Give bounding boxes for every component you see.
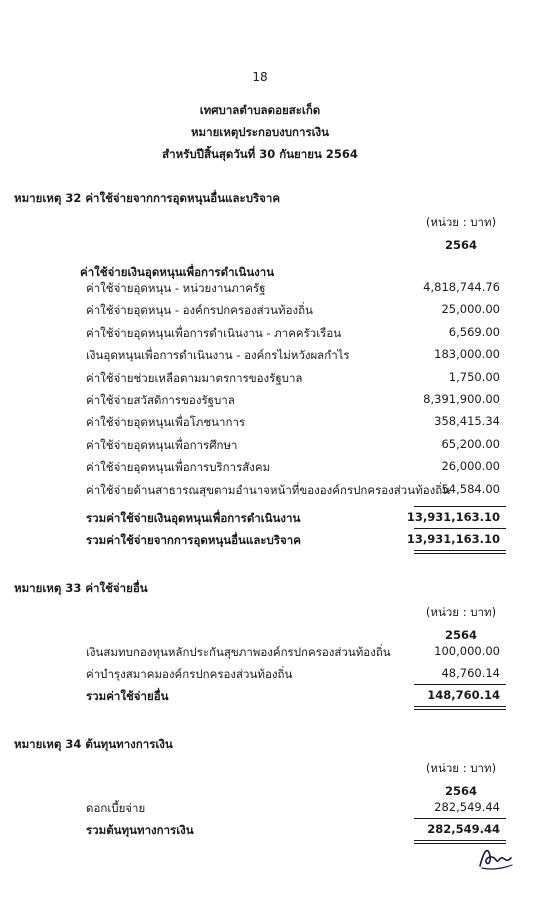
note32-item-label: ค่าใช้จ่ายอุดหนุนเพื่อโภชนาการ xyxy=(86,415,246,430)
note32-item-label: เงินอุดหนุนเพื่อการดำเนินงาน - องค์กรไม่หวังผลกำไร xyxy=(86,348,350,363)
note34-item-value: 282,549.44 xyxy=(434,800,500,814)
note34-year: 2564 xyxy=(444,784,477,798)
note32-item-label: ค่าใช้จ่ายสวัสดิการของรัฐบาล xyxy=(86,393,235,407)
report-period: สำหรับปีสิ้นสุดวันที่ 30 กันยายน 2564 xyxy=(162,147,358,161)
note32-item-value: 1,750.00 xyxy=(448,369,500,384)
note32-item-label: ค่าใช้จ่ายอุดหนุนเพื่อการศึกษา xyxy=(86,437,238,452)
note33-total-rule xyxy=(414,684,506,685)
note34-total-label: รวมต้นทุนทางการเงิน xyxy=(86,823,194,837)
note32-item-label: ค่าใช้จ่ายอุดหนุน - องค์กรปกครองส่วนท้องถิ่น xyxy=(86,303,313,318)
note32-item-label: ค่าใช้จ่ายช่วยเหลือตามมาตรการของรัฐบาล xyxy=(86,370,303,385)
note32-item-value: 4,818,744.76 xyxy=(423,280,500,294)
report-title: หมายเหตุประกอบงบการเงิน xyxy=(190,125,330,139)
note32-item-label: ค่าใช้จ่ายด้านสาธารณสุขตามอำนาจหน้าที่ขององค์กรปกครองส่วนท้องถิ่น xyxy=(86,482,451,497)
note33-item-label: ค่าบำรุงสมาคมองค์กรปกครองส่วนท้องถิ่น xyxy=(86,667,293,681)
note33-item-value: 100,000.00 xyxy=(434,644,500,658)
note32-item-label: ค่าใช้จ่ายอุดหนุนเพื่อการดำเนินงาน - ภาคครัวเรือน xyxy=(86,325,342,340)
note32-subtotal-value: 13,931,163.10 xyxy=(406,510,500,524)
note32-year: 2564 xyxy=(444,238,477,252)
note33-item-label: เงินสมทบกองทุนหลักประกันสุขภาพองค์กรปกครองส่วนท้องถิ่น xyxy=(86,645,391,659)
note32-title: หมายเหตุ 32 ค่าใช้จ่ายจากการอุดหนุนอื่นและบริจาค xyxy=(14,191,281,205)
note32-item-value: 6,569.00 xyxy=(448,324,500,339)
note32-item-value: 358,415.34 xyxy=(434,414,500,429)
note32-item-value: 54,584.00 xyxy=(441,481,500,496)
signature-mark xyxy=(476,840,516,872)
page-number: 18 xyxy=(252,70,268,84)
note33-year: 2564 xyxy=(444,628,477,642)
note33-total-value: 148,760.14 xyxy=(427,688,500,702)
note33-total-double-rule xyxy=(414,706,506,710)
note34-unit: (หน่วย : บาท) xyxy=(425,761,497,775)
note34-total-rule xyxy=(414,818,506,819)
note33-total-label: รวมค่าใช้จ่ายอื่น xyxy=(86,689,169,703)
note32-subtotal-rule xyxy=(414,506,506,507)
org-name: เทศบาลตำบลดอยสะเก็ด xyxy=(199,103,321,117)
note32-total-double-rule xyxy=(414,550,506,554)
note32-item-label: ค่าใช้จ่ายอุดหนุน - หน่วยงานภาครัฐ xyxy=(86,281,266,295)
note32-item-label: ค่าใช้จ่ายอุดหนุนเพื่อการบริการสังคม xyxy=(86,460,271,475)
note32-unit: (หน่วย : บาท) xyxy=(425,215,497,229)
note32-item-value: 25,000.00 xyxy=(441,302,500,317)
note32-item-value: 26,000.00 xyxy=(441,459,500,474)
note32-total-label: รวมค่าใช้จ่ายจากการอุดหนุนอื่นและบริจาค xyxy=(86,533,301,547)
note32-item-value: 183,000.00 xyxy=(434,347,500,362)
note33-item-value: 48,760.14 xyxy=(441,666,500,680)
note32-item-value: 8,391,900.00 xyxy=(423,392,500,406)
note34-item-label: ดอกเบี้ยจ่าย xyxy=(86,801,146,815)
note34-title: หมายเหตุ 34 ต้นทุนทางการเงิน xyxy=(14,737,173,751)
note32-group-title: ค่าใช้จ่ายเงินอุดหนุนเพื่อการดำเนินงาน xyxy=(80,265,275,279)
note33-unit: (หน่วย : บาท) xyxy=(425,605,497,619)
note32-total-value: 13,931,163.10 xyxy=(406,532,500,546)
note33-title: หมายเหตุ 33 ค่าใช้จ่ายอื่น xyxy=(14,581,148,595)
note32-item-value: 65,200.00 xyxy=(441,436,500,451)
note32-subtotal-underline xyxy=(414,528,506,529)
note34-total-value: 282,549.44 xyxy=(427,822,500,836)
note32-subtotal-label: รวมค่าใช้จ่ายเงินอุดหนุนเพื่อการดำเนินงาน xyxy=(86,511,301,525)
